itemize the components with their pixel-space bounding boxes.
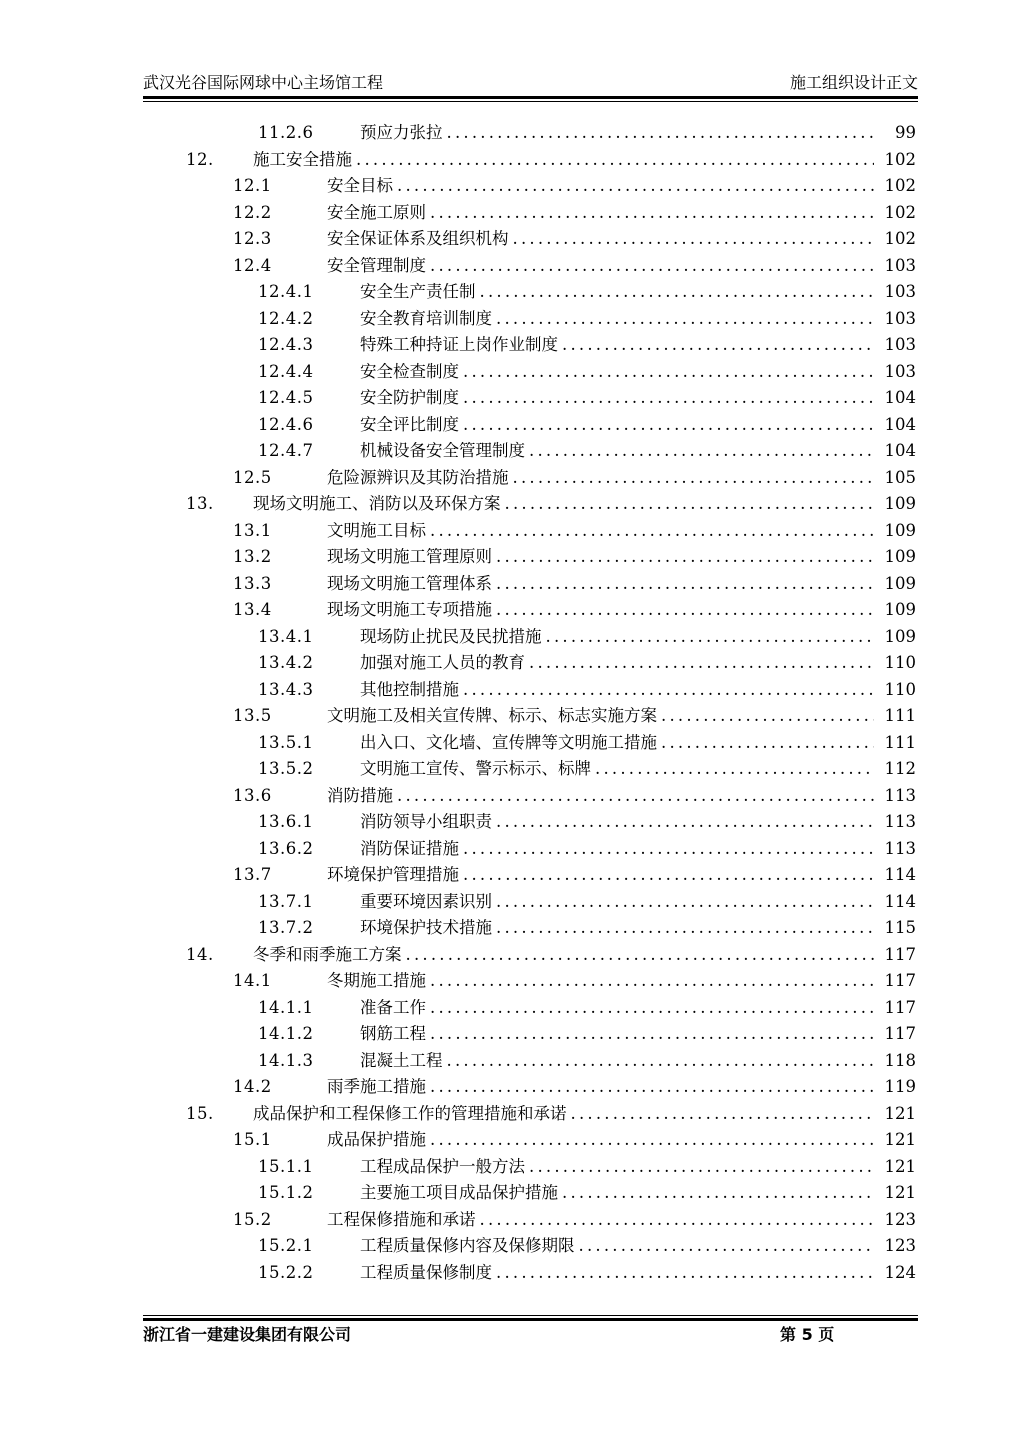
toc-entry[interactable] (0, 836, 1012, 863)
toc-entry-leader (327, 571, 874, 598)
toc-entry-page: 123 (884, 1236, 916, 1255)
toc-entry-page: 114 (884, 891, 916, 911)
toc-entry-title: 出入口、文化墙、宣传牌等文明施工措施 (360, 730, 661, 757)
toc-entry-leader (360, 1180, 874, 1207)
toc-entry-page: 104 (884, 414, 916, 434)
toc-entry-number: 13.7.2 (258, 918, 314, 937)
toc-entry-title: 成品保护和工程保修工作的管理措施和承诺 (253, 1101, 571, 1128)
toc-entry-number: 13.1 (233, 520, 272, 540)
page-header (143, 72, 918, 94)
toc-dot-leader (571, 1101, 875, 1128)
toc-entry-page: 104 (884, 388, 916, 407)
toc-entry-title: 安全生产责任制 (360, 279, 480, 306)
toc-entry-title: 施工安全措施 (253, 147, 356, 174)
toc-entry-number: 12.4.6 (258, 414, 314, 434)
toc-entry-leader (360, 438, 874, 465)
toc-entry-page: 109 (884, 573, 916, 593)
toc-entry-title: 安全检查制度 (360, 359, 463, 386)
toc-entry-leader (327, 703, 874, 730)
toc-entry-page: 118 (884, 1050, 916, 1070)
toc-entry[interactable] (0, 1101, 1012, 1128)
toc-entry-page: 103 (884, 255, 916, 275)
toc-entry-leader (327, 597, 874, 624)
toc-entry-leader (360, 756, 874, 783)
toc-entry-number: 15.2.2 (258, 1262, 314, 1282)
toc-entry[interactable] (0, 650, 1012, 677)
toc-dot-leader (463, 412, 874, 439)
toc-entry-number: 13. (186, 494, 214, 513)
toc-entry[interactable] (0, 359, 1012, 386)
toc-entry-leader (327, 1207, 874, 1234)
toc-entry-number: 13.4.2 (258, 653, 314, 672)
toc-dot-leader (463, 836, 874, 863)
toc-entry-page: 103 (884, 335, 916, 354)
toc-entry[interactable] (0, 200, 1012, 227)
toc-entry-page: 124 (884, 1262, 916, 1282)
toc-entry-page: 117 (884, 944, 916, 964)
toc-entry-number: 15.1.2 (258, 1183, 314, 1202)
toc-entry[interactable] (0, 306, 1012, 333)
toc-dot-leader (430, 1021, 874, 1048)
toc-entry-title: 安全防护制度 (360, 385, 463, 412)
toc-entry-leader (360, 624, 874, 651)
toc-entry-number: 12.4 (233, 255, 272, 275)
toc-entry[interactable] (0, 703, 1012, 730)
toc-entry-title: 加强对施工人员的教育 (360, 650, 529, 677)
toc-entry-leader (360, 1154, 874, 1181)
toc-entry[interactable] (0, 518, 1012, 545)
toc-dot-leader (579, 1233, 875, 1260)
toc-entry-number: 15.2 (233, 1209, 272, 1229)
toc-entry[interactable] (0, 995, 1012, 1022)
toc-entry-number: 13.4.3 (258, 679, 314, 699)
toc-dot-leader (430, 1127, 874, 1154)
toc-entry[interactable] (0, 942, 1012, 969)
toc-entry[interactable] (0, 1127, 1012, 1154)
toc-entry-title: 特殊工种持证上岗作业制度 (360, 332, 562, 359)
toc-entry-title: 现场文明施工、消防以及环保方案 (253, 491, 505, 518)
toc-entry[interactable] (0, 889, 1012, 916)
toc-entry[interactable] (0, 332, 1012, 359)
toc-entry-title: 安全施工原则 (327, 200, 430, 227)
toc-entry-leader (360, 995, 874, 1022)
toc-entry-title: 雨季施工措施 (327, 1074, 430, 1101)
toc-entry-leader (360, 809, 874, 836)
toc-entry-title: 现场防止扰民及民扰措施 (360, 624, 546, 651)
toc-entry-number: 11.2.6 (258, 123, 314, 142)
toc-entry-page: 113 (884, 785, 916, 805)
toc-entry-page: 102 (884, 149, 916, 169)
toc-entry-page: 112 (884, 759, 916, 778)
toc-entry-page: 102 (884, 229, 916, 248)
toc-entry-title: 钢筋工程 (360, 1021, 430, 1048)
toc-dot-leader (430, 1074, 874, 1101)
toc-dot-leader (463, 385, 874, 412)
toc-entry[interactable] (0, 1207, 1012, 1234)
toc-entry-number: 14.2 (233, 1077, 272, 1096)
toc-dot-leader (430, 995, 874, 1022)
toc-entry[interactable] (0, 1074, 1012, 1101)
toc-dot-leader (406, 942, 875, 969)
toc-entry[interactable] (0, 730, 1012, 757)
toc-entry-page: 99 (895, 123, 916, 142)
toc-entry-title: 工程质量保修内容及保修期限 (360, 1233, 579, 1260)
toc-entry-number: 15.1 (233, 1130, 272, 1149)
toc-dot-leader (397, 173, 874, 200)
toc-entry-page: 103 (884, 308, 916, 328)
toc-entry[interactable] (0, 226, 1012, 253)
toc-entry-title: 危险源辨识及其防治措施 (327, 465, 513, 492)
toc-entry-leader (360, 836, 874, 863)
toc-entry-page: 121 (884, 1103, 916, 1123)
toc-entry-title: 安全评比制度 (360, 412, 463, 439)
toc-entry-page: 110 (884, 653, 916, 672)
toc-dot-leader (463, 677, 874, 704)
toc-entry-title: 消防措施 (327, 783, 397, 810)
toc-entry-leader (360, 279, 874, 306)
toc-dot-leader (546, 624, 875, 651)
toc-dot-leader (480, 1207, 875, 1234)
toc-entry-leader (360, 1233, 874, 1260)
toc-entry-leader (327, 518, 874, 545)
header-document-type: 施工组织设计正文 (789, 73, 918, 92)
toc-entry[interactable] (0, 120, 1012, 147)
toc-entry-title: 文明施工及相关宣传牌、标示、标志实施方案 (327, 703, 661, 730)
toc-dot-leader (595, 756, 874, 783)
toc-dot-leader (463, 862, 874, 889)
toc-entry-title: 安全教育培训制度 (360, 306, 496, 333)
toc-dot-leader (356, 147, 874, 174)
toc-entry-leader (327, 253, 874, 280)
toc-entry-number: 12.4.5 (258, 388, 314, 407)
toc-dot-leader (496, 915, 874, 942)
header-project-title: 武汉光谷国际网球中心主场馆工程 (143, 73, 384, 92)
toc-entry-leader (327, 1074, 874, 1101)
toc-entry-title: 冬期施工措施 (327, 968, 430, 995)
toc-entry-number: 13.3 (233, 573, 272, 593)
toc-dot-leader (513, 465, 875, 492)
toc-entry[interactable] (0, 809, 1012, 836)
toc-entry-number: 14.1.1 (258, 997, 314, 1017)
toc-entry-leader (327, 783, 874, 810)
toc-entry-title: 消防领导小组职责 (360, 809, 496, 836)
page-footer (143, 1323, 918, 1347)
toc-entry[interactable] (0, 968, 1012, 995)
toc-entry[interactable] (0, 571, 1012, 598)
toc-entry-number: 14.1 (233, 971, 272, 990)
toc-entry-leader (360, 677, 874, 704)
footer-page-number: 第 5 页 (780, 1325, 835, 1344)
toc-entry-page: 121 (884, 1183, 916, 1202)
toc-entry-number: 15.2.1 (258, 1236, 314, 1255)
toc-entry-number: 12.4.7 (258, 441, 314, 460)
toc-entry-leader (360, 332, 874, 359)
toc-entry-leader (253, 1101, 874, 1128)
toc-entry[interactable] (0, 279, 1012, 306)
toc-dot-leader (513, 226, 875, 253)
toc-entry-leader (360, 1021, 874, 1048)
toc-entry-number: 15. (186, 1103, 214, 1123)
toc-entry[interactable] (0, 1260, 1012, 1287)
toc-entry-page: 121 (884, 1156, 916, 1176)
toc-entry-leader (327, 1127, 874, 1154)
toc-entry-page: 113 (884, 812, 916, 831)
toc-entry-number: 12.4.2 (258, 308, 314, 328)
toc-entry[interactable] (0, 1154, 1012, 1181)
toc-dot-leader (397, 783, 874, 810)
toc-dot-leader (505, 491, 875, 518)
toc-dot-leader (430, 253, 874, 280)
toc-entry-leader (360, 650, 874, 677)
toc-entry-leader (327, 173, 874, 200)
toc-dot-leader (430, 518, 874, 545)
toc-dot-leader (661, 730, 874, 757)
toc-entry[interactable] (0, 783, 1012, 810)
toc-entry-leader (327, 226, 874, 253)
toc-entry-number: 13.6 (233, 785, 272, 805)
toc-entry-title: 成品保护措施 (327, 1127, 430, 1154)
toc-entry-title: 现场文明施工管理原则 (327, 544, 496, 571)
toc-dot-leader (529, 438, 874, 465)
header-rule-thick (143, 96, 918, 99)
toc-entry-number: 12.4.1 (258, 282, 314, 301)
toc-entry-page: 109 (884, 600, 916, 619)
toc-dot-leader (529, 1154, 874, 1181)
toc-entry-title: 工程成品保护一般方法 (360, 1154, 529, 1181)
toc-entry-page: 117 (884, 971, 916, 990)
toc-entry-number: 12.4.3 (258, 335, 314, 354)
toc-entry[interactable] (0, 597, 1012, 624)
toc-entry-title: 重要环境因素识别 (360, 889, 496, 916)
toc-entry-leader (327, 544, 874, 571)
toc-entry-leader (360, 412, 874, 439)
toc-entry-leader (360, 889, 874, 916)
toc-dot-leader (447, 1048, 875, 1075)
toc-entry-leader (327, 968, 874, 995)
toc-entry-page: 109 (884, 626, 916, 646)
toc-entry-page: 102 (884, 202, 916, 222)
toc-entry-leader (327, 862, 874, 889)
toc-dot-leader (529, 650, 874, 677)
toc-entry[interactable] (0, 438, 1012, 465)
toc-entry-leader (360, 306, 874, 333)
toc-entry-page: 115 (884, 918, 916, 937)
toc-entry-title: 文明施工目标 (327, 518, 430, 545)
toc-entry-title: 机械设备安全管理制度 (360, 438, 529, 465)
toc-entry[interactable] (0, 465, 1012, 492)
toc-entry[interactable] (0, 412, 1012, 439)
toc-dot-leader (496, 544, 874, 571)
toc-dot-leader (562, 332, 874, 359)
toc-entry[interactable] (0, 624, 1012, 651)
toc-entry-number: 13.7.1 (258, 891, 314, 911)
toc-entry[interactable] (0, 147, 1012, 174)
toc-entry-leader (360, 385, 874, 412)
toc-entry-number: 14. (186, 944, 214, 964)
toc-entry-leader (360, 120, 874, 147)
toc-entry-page: 111 (884, 732, 916, 752)
toc-entry-leader (360, 915, 874, 942)
toc-entry-leader (327, 465, 874, 492)
toc-entry-page: 104 (884, 441, 916, 460)
toc-entry[interactable] (0, 173, 1012, 200)
toc-dot-leader (430, 200, 874, 227)
toc-entry-leader (360, 730, 874, 757)
toc-entry-number: 14.1.3 (258, 1050, 314, 1070)
toc-entry-number: 12. (186, 149, 214, 169)
toc-entry-number: 12.1 (233, 176, 272, 195)
toc-entry-title: 混凝土工程 (360, 1048, 447, 1075)
toc-entry-title: 安全保证体系及组织机构 (327, 226, 513, 253)
toc-entry-number: 13.6.2 (258, 838, 314, 858)
toc-dot-leader (562, 1180, 874, 1207)
toc-entry-title: 消防保证措施 (360, 836, 463, 863)
toc-entry-number: 12.5 (233, 467, 272, 487)
toc-entry[interactable] (0, 1233, 1012, 1260)
toc-entry-number: 12.2 (233, 202, 272, 222)
toc-entry-number: 13.7 (233, 865, 272, 884)
toc-entry-number: 12.3 (233, 229, 272, 248)
toc-entry-page: 111 (884, 706, 916, 725)
footer-company-name: 浙江省一建建设集团有限公司 (143, 1325, 352, 1344)
toc-entry[interactable] (0, 677, 1012, 704)
toc-dot-leader (463, 359, 874, 386)
footer-rule-thin (143, 1315, 918, 1316)
toc-entry-number: 13.4 (233, 600, 272, 619)
toc-dot-leader (496, 306, 874, 333)
toc-entry-number: 14.1.2 (258, 1024, 314, 1043)
toc-dot-leader (430, 968, 874, 995)
toc-entry-leader (360, 1048, 874, 1075)
toc-entry-leader (253, 491, 874, 518)
toc-entry-title: 现场文明施工管理体系 (327, 571, 496, 598)
toc-dot-leader (496, 597, 874, 624)
toc-entry-number: 13.5.2 (258, 759, 314, 778)
toc-dot-leader (496, 809, 874, 836)
toc-entry[interactable] (0, 862, 1012, 889)
toc-entry[interactable] (0, 1180, 1012, 1207)
toc-entry-title: 主要施工项目成品保护措施 (360, 1180, 562, 1207)
toc-entry[interactable] (0, 491, 1012, 518)
toc-entry-title: 现场文明施工专项措施 (327, 597, 496, 624)
toc-entry-page: 105 (884, 467, 916, 487)
toc-entry-leader (360, 359, 874, 386)
toc-entry-title: 安全管理制度 (327, 253, 430, 280)
toc-entry-number: 13.5.1 (258, 732, 314, 752)
toc-dot-leader (496, 889, 874, 916)
toc-entry-page: 109 (884, 494, 916, 513)
toc-entry-leader (253, 147, 874, 174)
toc-dot-leader (447, 120, 875, 147)
toc-entry[interactable] (0, 1048, 1012, 1075)
toc-entry[interactable] (0, 1021, 1012, 1048)
toc-entry-page: 119 (884, 1077, 916, 1096)
toc-entry-page: 103 (884, 282, 916, 301)
toc-dot-leader (496, 571, 874, 598)
toc-entry-page: 109 (884, 547, 916, 566)
toc-entry-title: 环境保护技术措施 (360, 915, 496, 942)
toc-entry-page: 110 (884, 679, 916, 699)
toc-dot-leader (661, 703, 874, 730)
header-rule-thin (143, 101, 918, 102)
toc-entry-number: 13.6.1 (258, 812, 314, 831)
toc-entry[interactable] (0, 544, 1012, 571)
toc-entry-number: 13.2 (233, 547, 272, 566)
toc-entry-page: 113 (884, 838, 916, 858)
toc-entry-title: 冬季和雨季施工方案 (253, 942, 406, 969)
toc-entry[interactable] (0, 385, 1012, 412)
table-of-contents (0, 120, 1012, 1286)
toc-entry-page: 117 (884, 997, 916, 1017)
toc-entry-title: 工程质量保修制度 (360, 1260, 496, 1287)
toc-entry[interactable] (0, 915, 1012, 942)
toc-entry-page: 117 (884, 1024, 916, 1043)
toc-dot-leader (480, 279, 875, 306)
toc-entry-title: 环境保护管理措施 (327, 862, 463, 889)
toc-entry-title: 预应力张拉 (360, 120, 447, 147)
toc-dot-leader (496, 1260, 874, 1287)
footer-rule-thick (143, 1318, 918, 1321)
toc-entry-leader (253, 942, 874, 969)
toc-entry-title: 工程保修措施和承诺 (327, 1207, 480, 1234)
toc-entry-page: 123 (884, 1209, 916, 1229)
toc-entry[interactable] (0, 756, 1012, 783)
toc-entry-page: 103 (884, 361, 916, 381)
toc-entry-title: 安全目标 (327, 173, 397, 200)
toc-entry-number: 12.4.4 (258, 361, 314, 381)
toc-entry-page: 102 (884, 176, 916, 195)
toc-entry[interactable] (0, 253, 1012, 280)
toc-entry-title: 文明施工宣传、警示标示、标牌 (360, 756, 595, 783)
toc-entry-title: 其他控制措施 (360, 677, 463, 704)
toc-entry-leader (327, 200, 874, 227)
toc-entry-number: 15.1.1 (258, 1156, 314, 1176)
toc-entry-title: 准备工作 (360, 995, 430, 1022)
toc-entry-number: 13.5 (233, 706, 272, 725)
toc-entry-page: 114 (884, 865, 916, 884)
toc-entry-page: 121 (884, 1130, 916, 1149)
toc-entry-leader (360, 1260, 874, 1287)
toc-entry-number: 13.4.1 (258, 626, 314, 646)
toc-entry-page: 109 (884, 520, 916, 540)
